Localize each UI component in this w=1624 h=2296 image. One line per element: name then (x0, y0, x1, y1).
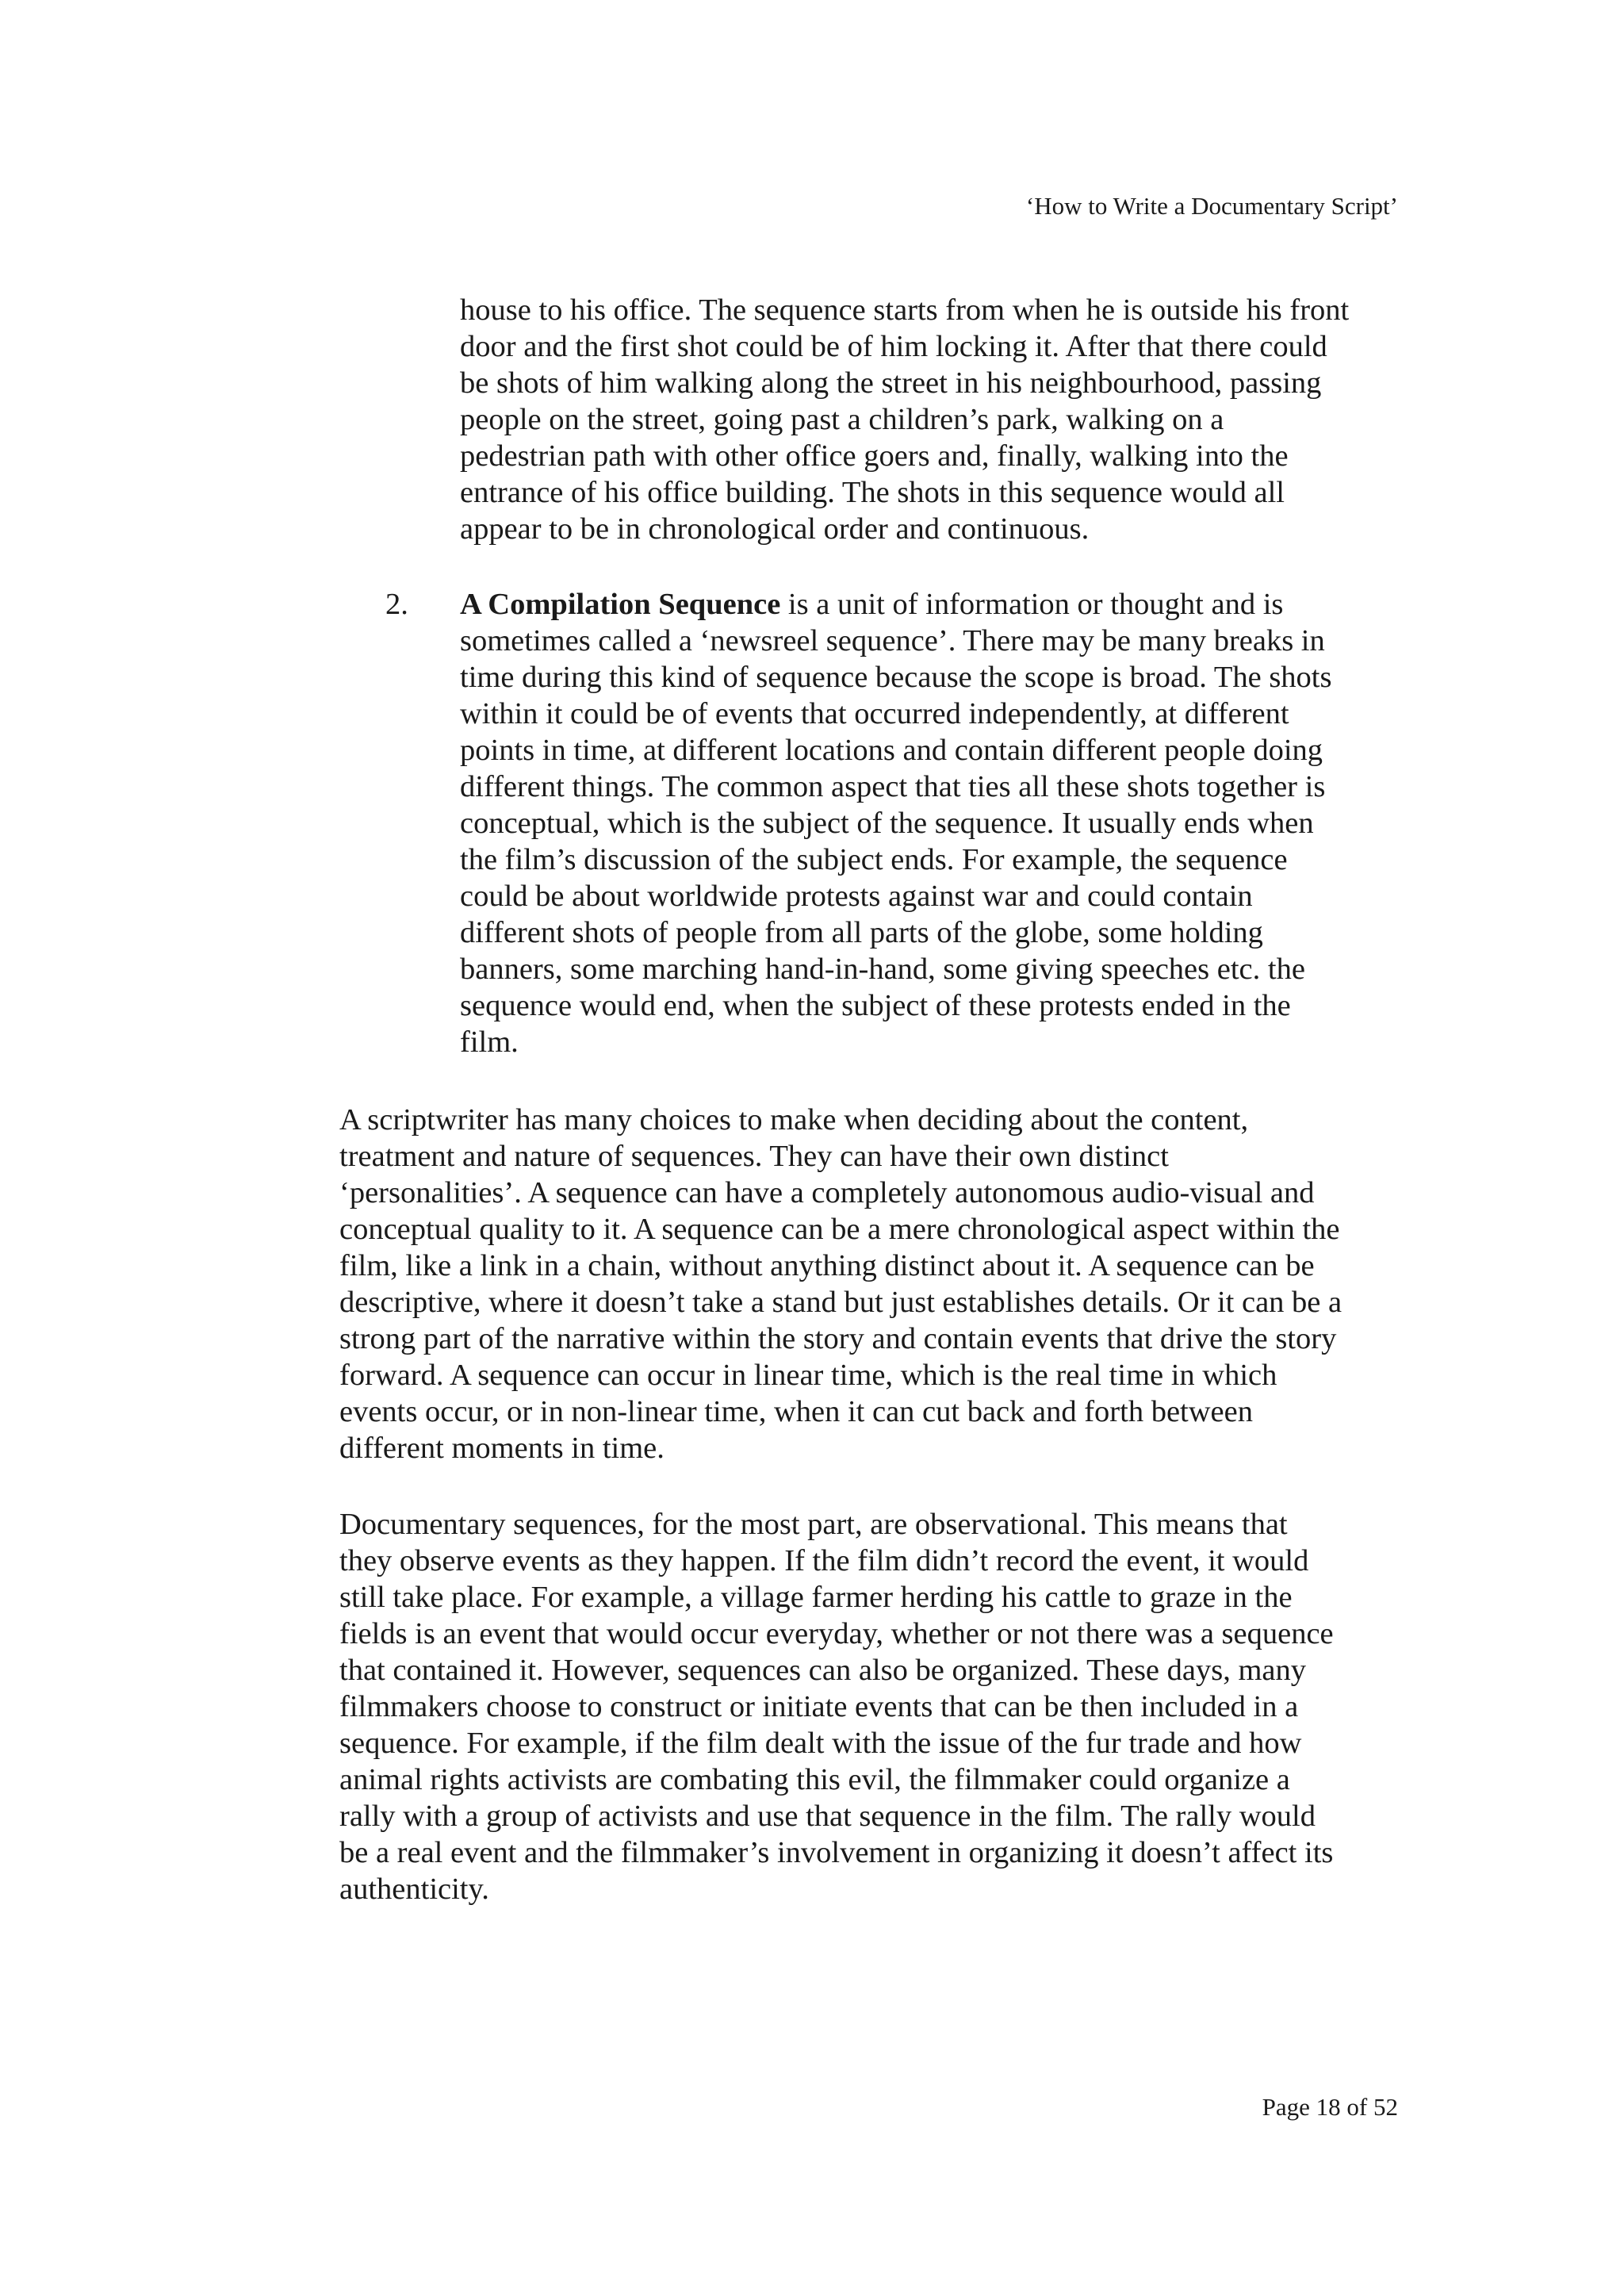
paragraph-line: fields is an event that would occur everyday, whether or not there was a sequence (339, 1617, 1334, 1650)
list-item-line: banners, some marching hand-in-hand, some giving speeches etc. the (460, 953, 1305, 986)
paragraph-line: film, like a link in a chain, without anything distinct about it. A sequence can be (339, 1249, 1315, 1282)
list-item-line: film. (460, 1025, 519, 1059)
bold-term: A Compilation Sequence (460, 588, 781, 621)
list-number: 2. (385, 588, 408, 621)
paragraph-line: entrance of his office building. The shots in this sequence would all (460, 476, 1285, 509)
first-line-rest: is a unit of information or thought and is (780, 588, 1284, 621)
page-number: Page 18 of 52 (1262, 2093, 1398, 2121)
paragraph-line: Documentary sequences, for the most part, are observational. This means that (339, 1508, 1288, 1541)
paragraph-line: house to his office. The sequence starts from when he is outside his front (460, 293, 1350, 327)
paragraph-line: forward. A sequence can occur in linear time, which is the real time in which (339, 1359, 1277, 1392)
paragraph-line: sequence. For example, if the film dealt with the issue of the fur trade and how (339, 1727, 1302, 1760)
paragraph-line: appear to be in chronological order and continuous. (460, 512, 1090, 546)
list-item-line: points in time, at different locations and contain different people doing (460, 734, 1323, 767)
paragraph-line: still take place. For example, a village farmer herding his cattle to graze in the (339, 1581, 1293, 1614)
paragraph-line: animal rights activists are combating this evil, the filmmaker could organize a (339, 1763, 1290, 1796)
paragraph-line: that contained it. However, sequences can also be organized. These days, many (339, 1654, 1306, 1687)
list-item-line: within it could be of events that occurred independently, at different (460, 697, 1289, 730)
list-item-line: different shots of people from all parts of the globe, some holding (460, 916, 1263, 949)
paragraph-line: ‘personalities’. A sequence can have a completely autonomous audio-visual and (339, 1176, 1315, 1209)
list-item-first-line (460, 586, 1283, 623)
paragraph-line: door and the first shot could be of him locking it. After that there could (460, 330, 1327, 363)
paragraph-line: rally with a group of activists and use that sequence in the film. The rally would (339, 1800, 1316, 1833)
paragraph-line: filmmakers choose to construct or initiate events that can be then included in a (339, 1690, 1299, 1723)
paragraph-line: different moments in time. (339, 1432, 665, 1465)
list-item-line: could be about worldwide protests against war and could contain (460, 880, 1253, 913)
paragraph-line: treatment and nature of sequences. They can have their own distinct (339, 1140, 1169, 1173)
list-item-line: sequence would end, when the subject of these protests ended in the (460, 989, 1291, 1022)
paragraph-line: they observe events as they happen. If the film didn’t record the event, it would (339, 1544, 1309, 1577)
paragraph-line: A scriptwriter has many choices to make when deciding about the content, (339, 1103, 1249, 1137)
list-item-line: the film’s discussion of the subject ends. For example, the sequence (460, 843, 1288, 876)
paragraph-line: pedestrian path with other office goers and, finally, walking into the (460, 439, 1289, 473)
paragraph-line: authenticity. (339, 1872, 489, 1906)
paragraph-line: people on the street, going past a children’s park, walking on a (460, 403, 1224, 436)
paragraph-line: be a real event and the filmmaker’s involvement in organizing it doesn’t affect its (339, 1836, 1334, 1869)
list-item-line: sometimes called a ‘newsreel sequence’. There may be many breaks in (460, 624, 1325, 657)
paragraph-line: descriptive, where it doesn’t take a stand but just establishes details. Or it can be a (339, 1286, 1342, 1319)
list-item-line: time during this kind of sequence because the scope is broad. The shots (460, 661, 1332, 694)
paragraph-line: conceptual quality to it. A sequence can be a mere chronological aspect within the (339, 1213, 1340, 1246)
list-item-line: conceptual, which is the subject of the sequence. It usually ends when (460, 807, 1314, 840)
running-header: ‘How to Write a Documentary Script’ (1025, 192, 1398, 220)
paragraph-line: strong part of the narrative within the story and contain events that drive the story (339, 1322, 1337, 1355)
paragraph-line: be shots of him walking along the street in his neighbourhood, passing (460, 366, 1322, 400)
list-item-line: different things. The common aspect that ties all these shots together is (460, 770, 1326, 803)
paragraph-line: events occur, or in non-linear time, when it can cut back and forth between (339, 1395, 1253, 1428)
